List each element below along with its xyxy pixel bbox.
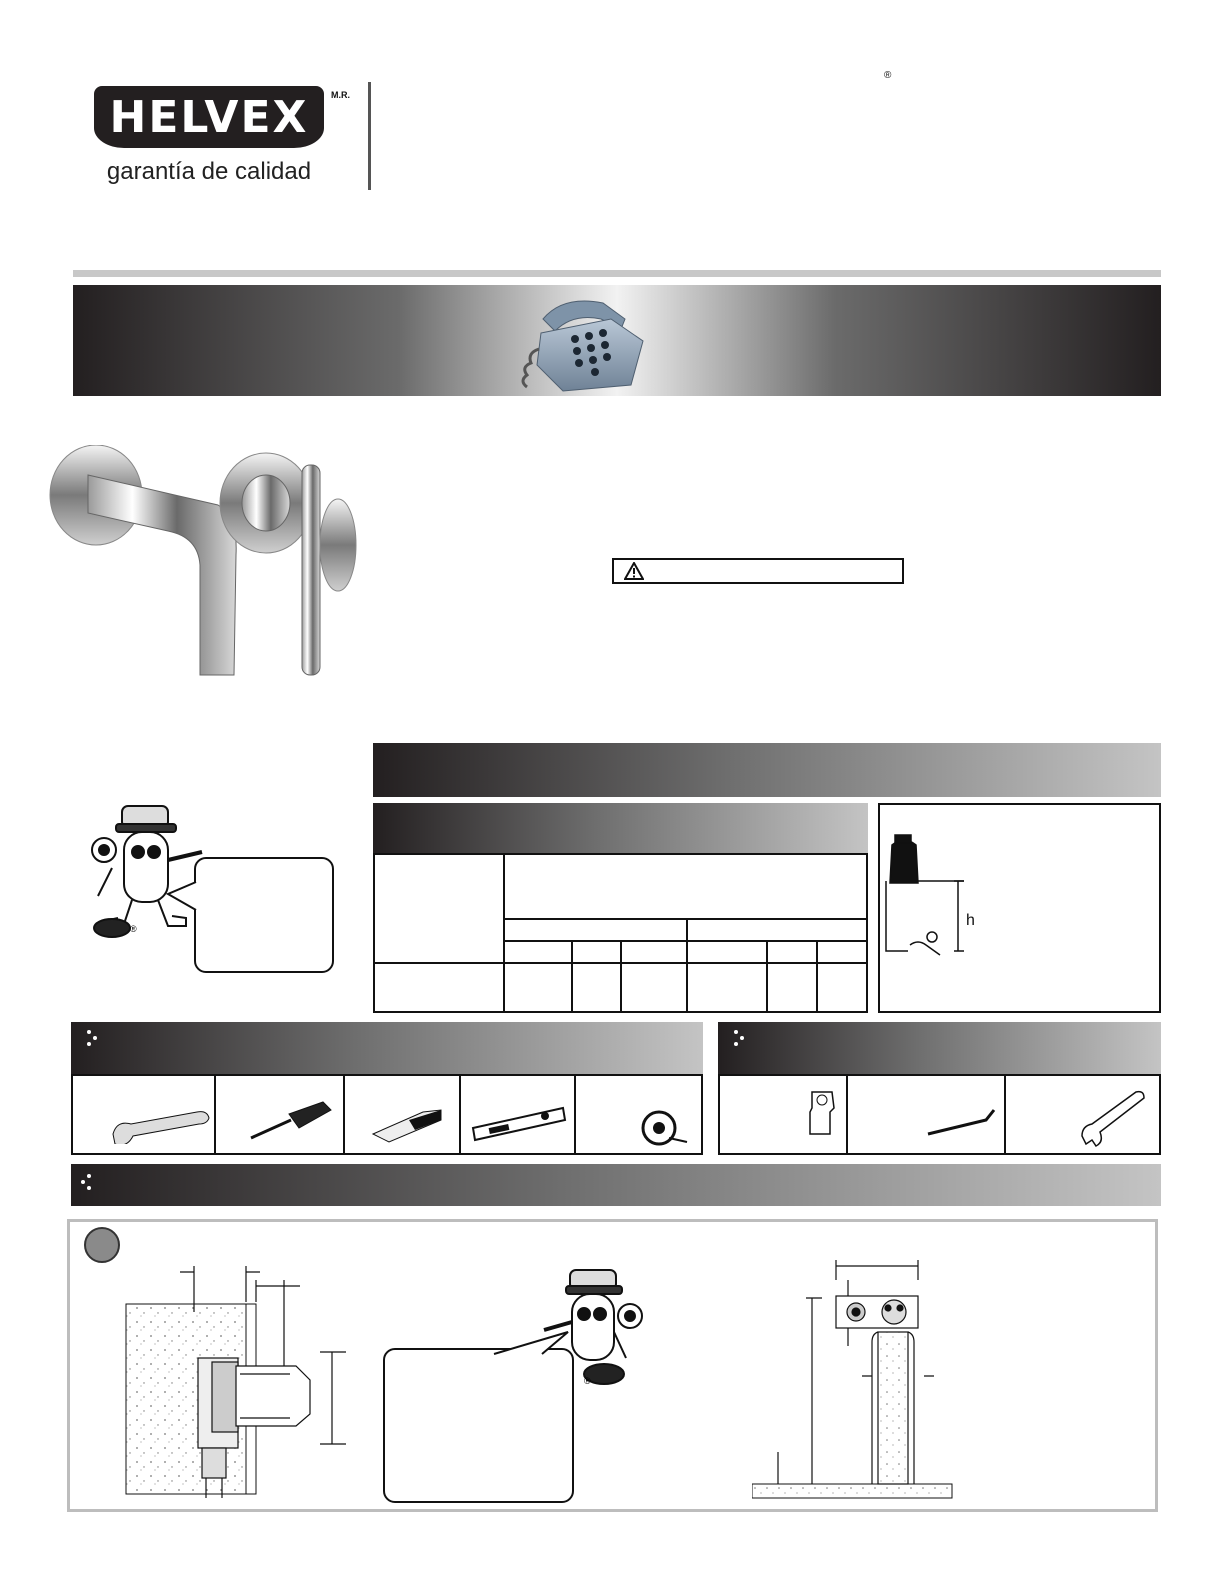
dots-icon	[87, 1030, 101, 1046]
top-rule	[73, 270, 1161, 277]
telephone-icon	[503, 289, 653, 393]
table-rule	[503, 853, 505, 1013]
height-diagram-box	[878, 803, 1161, 1013]
tools-divider	[846, 1076, 848, 1153]
speech-bubble	[383, 1348, 574, 1503]
installation-section-bar	[71, 1164, 1161, 1206]
table-rule	[571, 940, 573, 1013]
tools-section-bar	[71, 1022, 703, 1074]
faucet-product-image	[48, 445, 364, 685]
tools-divider	[343, 1076, 345, 1153]
speech-bubble-tail	[492, 1330, 572, 1356]
included-tools-section-bar	[718, 1022, 1161, 1074]
tools-divider	[459, 1076, 461, 1153]
allen-key-icon	[924, 1104, 1004, 1144]
table-rule	[766, 940, 768, 1013]
tools-box	[71, 1074, 703, 1155]
speech-bubble-tail	[166, 880, 198, 914]
logo-tagline: garantía de calidad	[106, 158, 312, 185]
step-number-badge	[84, 1227, 120, 1263]
included-tools-box	[718, 1074, 1161, 1155]
table-rule	[620, 940, 622, 1013]
level-tool-icon	[469, 1104, 569, 1144]
table-rule	[373, 853, 868, 855]
dots-icon	[734, 1030, 748, 1046]
height-diagram	[880, 805, 1160, 1011]
specs-section-bar	[373, 743, 1161, 797]
logo-mark: M.R.	[331, 90, 350, 100]
tape-roll-icon	[639, 1108, 689, 1146]
tools-divider	[214, 1076, 216, 1153]
spanner-wrench-icon	[1068, 1088, 1148, 1148]
table-rule	[816, 940, 818, 1013]
specs-table-header	[373, 803, 868, 853]
tools-divider	[574, 1076, 576, 1153]
table-rule	[686, 918, 688, 1013]
contact-banner	[73, 285, 1161, 396]
mascot-illustration	[82, 800, 212, 950]
screwdriver-icon	[245, 1100, 335, 1144]
dots-icon	[81, 1174, 95, 1190]
svg-text:®: ®	[584, 1376, 591, 1386]
wall-section-diagram	[120, 1262, 350, 1502]
utility-knife-icon	[369, 1104, 449, 1144]
key-socket-icon	[802, 1088, 842, 1140]
speech-bubble	[194, 857, 334, 973]
warning-triangle-icon	[624, 562, 644, 580]
height-label: h	[966, 912, 975, 929]
logo-wordmark: HELVEX	[109, 92, 309, 143]
header-separator	[368, 82, 371, 190]
caution-box	[612, 558, 904, 584]
installation-frame-diagram	[752, 1256, 962, 1506]
tools-divider	[1004, 1076, 1006, 1153]
svg-text:®: ®	[130, 924, 137, 934]
registered-mark: ®	[884, 70, 892, 81]
adjustable-wrench-icon	[109, 1104, 213, 1144]
